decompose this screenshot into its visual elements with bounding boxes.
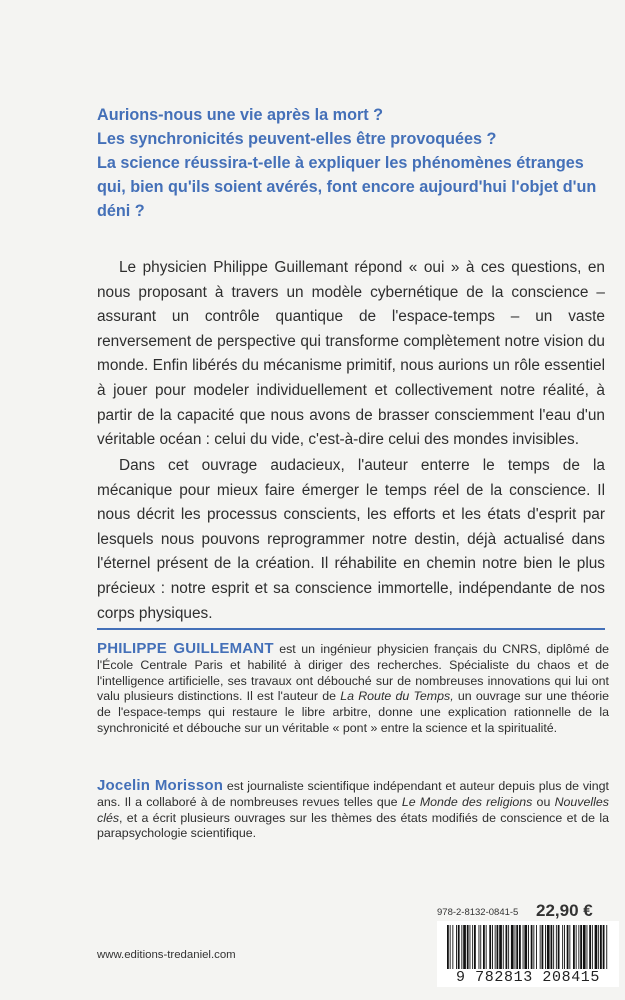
barcode-bar [589, 925, 591, 969]
barcode-bar [452, 925, 453, 969]
barcode-bar [470, 925, 471, 969]
barcode-bar [472, 925, 473, 969]
barcode-bar [583, 925, 586, 969]
barcode-bar [503, 925, 504, 969]
summary-paragraph-1: Le physicien Philippe Guillemant répond « oui » à ces questions, en nous proposant à travers un modèle cybernétique de la conscience – assurant un contrôle quantique de l'espace-temps – un vaste renversement de perspective qui transforme complètement notre vision du monde. Enfin libérés du mécanisme primitif, nous aurions un rôle essentiel à jouer pour modeler individuellement et collectivement notre réalité, à partir de la capacité que nous avons de brasser consciemment l'eau d'un véritable océan : celui du vide, c'est-à-dire celui des mondes invisibles. [97, 259, 605, 449]
publisher-website: www.editions-tredaniel.com [97, 949, 236, 961]
summary-paragraph-2: Dans cet ouvrage audacieux, l'auteur enterre le temps de la mécanique pour mieux faire émerger le temps réel de la conscience. Il nous décrit les processus conscients, les efforts et les états d'esprit par lesquels nous pouvons reprogrammer notre destin, déjà actualisé dans l'éternel présent de la création. Il réhabilite en chemin notre bien le plus précieux : notre esprit et sa conscience immortelle, indépendante de nos corps physiques. [97, 457, 605, 622]
barcode-bar [603, 925, 605, 969]
barcode-bar [486, 925, 487, 969]
bio-text: , et a écrit plusieurs ouvrages sur les thèmes des états modifiés de conscience et de la parapsychologie scientifique. [97, 810, 609, 841]
barcode-bar [569, 925, 570, 969]
barcode-bar [458, 925, 460, 969]
section-divider [97, 628, 605, 630]
barcode-bar [447, 925, 449, 969]
barcode-bar [545, 925, 546, 969]
barcode-bar [456, 925, 457, 969]
bio-text: est un ingénieur physicien français du CNRS, diplômé de l'École Centrale Paris et habilité à diriger des recherches. Spécialiste du chaos et de l'intelligence artificielle, ses travaux ont débouché sur de nombreuses innovations qui lui ont valu plusieurs distinctions. Il est l'auteur de [97, 642, 610, 704]
barcode-bar [578, 925, 579, 969]
barcode [437, 921, 619, 987]
barcode-bar [528, 925, 529, 969]
question-2: Les synchronicités peuvent-elles être provoquées ? [97, 130, 497, 148]
bio-text: ou [532, 794, 555, 809]
barcode-bar [519, 925, 521, 969]
barcode-bar [540, 925, 541, 969]
bio-text: est journaliste scientifique indépendant et auteur depuis plus de vingt ans. Il a collaboré à de nombreuses revues telles que [97, 779, 609, 809]
barcode-bar [562, 925, 563, 969]
barcode-bar [558, 925, 560, 969]
barcode-bar [533, 925, 534, 969]
barcode-bar [567, 925, 569, 969]
barcode-bar [542, 925, 544, 969]
barcode-bar [595, 925, 598, 969]
barcode-bar [592, 925, 593, 969]
barcode-bar [497, 925, 499, 969]
barcode-bar [495, 925, 496, 969]
barcode-bar [489, 925, 491, 969]
barcode-bar [600, 925, 602, 969]
barcode-bar [576, 925, 577, 969]
isbn: 978-2-8132-0841-5 [437, 907, 519, 918]
author-bio-morisson [97, 778, 609, 842]
barcode-bar [524, 925, 527, 969]
barcode-bar [516, 925, 518, 969]
barcode-bar [508, 925, 509, 969]
barcode-bar [511, 925, 514, 969]
barcode-bar [551, 925, 553, 969]
barcode-bar [547, 925, 550, 969]
barcode-bar [492, 925, 493, 969]
barcode-bar [474, 925, 476, 969]
magazine-title: Nouvelles clés [97, 794, 609, 825]
magazine-title: Le Monde des religions [401, 794, 533, 809]
barcode-bars [447, 925, 609, 969]
bio-text: un ouvrage sur une théorie de l'espace-temps qui restaure le libre arbitre, donne une explication rationnelle de la synchronicité et débouche sur un véritable « pont » entre la science et la spiritualité. [97, 689, 609, 735]
barcode-digits: 9 782813 208415 [455, 969, 601, 986]
barcode-bar [480, 925, 481, 969]
barcode-bar [587, 925, 588, 969]
barcode-bar [573, 925, 575, 969]
question-3: La science réussira-t-elle à expliquer les phénomènes étranges qui, bien qu'ils soient avérés, font encore aujourd'hui l'objet d'un déni ? [97, 154, 597, 220]
author-name-morisson: Jocelin Morisson [97, 777, 224, 794]
barcode-bar [606, 925, 607, 969]
barcode-bar [515, 925, 516, 969]
barcode-bar [580, 925, 582, 969]
barcode-bar [450, 925, 451, 969]
barcode-bar [536, 925, 537, 969]
question-1: Aurions-nous une vie après la mort ? [97, 106, 384, 124]
barcode-bar [467, 925, 469, 969]
barcode-bar [499, 925, 502, 969]
barcode-bar [564, 925, 565, 969]
barcode-bar [523, 925, 524, 969]
barcode-bar [598, 925, 599, 969]
book-title: La Route du Temps, [340, 689, 454, 704]
barcode-bar [461, 925, 462, 969]
questions-block [97, 103, 607, 223]
barcode-bar [463, 925, 466, 969]
author-name-guillemant: PHILIPPE GUILLEMANT [97, 640, 274, 657]
barcode-bar [483, 925, 485, 969]
barcode-bar [506, 925, 508, 969]
barcode-bar [479, 925, 480, 969]
barcode-bar [556, 925, 557, 969]
barcode-bar [553, 925, 554, 969]
price: 22,90 € [536, 901, 593, 920]
author-bio-guillemant [97, 641, 609, 737]
barcode-bar [531, 925, 533, 969]
